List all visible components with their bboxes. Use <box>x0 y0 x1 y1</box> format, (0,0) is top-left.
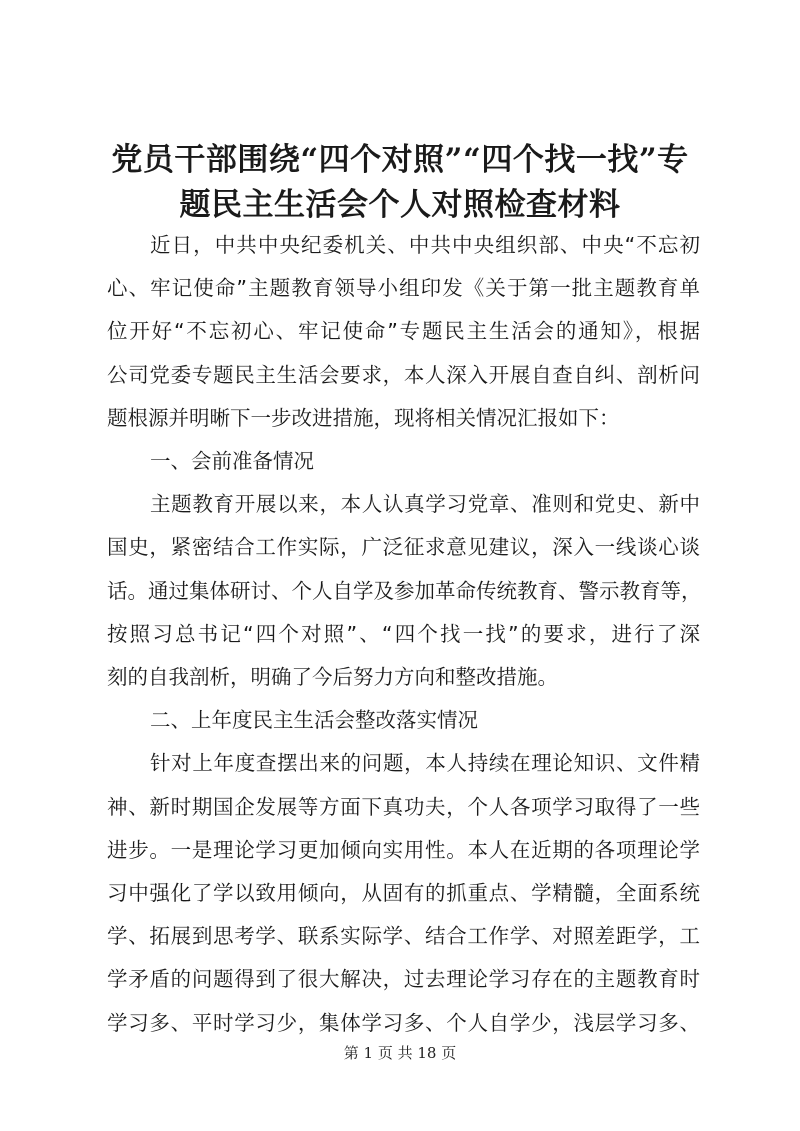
document-title-line-2: 题民主生活会个人对照检查材料 <box>179 187 621 223</box>
document-title-line-1: 党员干部围绕“四个对照”“四个找一找”专 <box>111 142 689 178</box>
paragraph-line: 按照习总书记“四个对照”、“四个找一找”的要求，进行了深 <box>107 621 700 646</box>
paragraph-line: 神、新时期国企发展等方面下真功夫，个人各项学习取得了一些 <box>107 794 700 819</box>
paragraph-line: 学习多、平时学习少，集体学习多、个人自学少，浅层学习多、 <box>107 1010 700 1035</box>
paragraph-line: 针对上年度查摆出来的问题，本人持续在理论知识、文件精 <box>150 751 700 776</box>
paragraph-line: 进步。一是理论学习更加倾向实用性。本人在近期的各项理论学 <box>107 837 700 862</box>
section-heading: 一、会前准备情况 <box>150 449 314 473</box>
paragraph-line: 题根源并明晰下一步改进措施，现将相关情况汇报如下： <box>107 405 620 430</box>
paragraph-line: 话。通过集体研讨、个人自学及参加革命传统教育、警示教育等， <box>107 578 702 603</box>
paragraph-line: 心、牢记使命”主题教育领导小组印发《关于第一批主题教育单 <box>107 276 700 301</box>
paragraph-line: 公司党委专题民主生活会要求，本人深入开展自查自纠、剖析问 <box>107 362 700 387</box>
page-footer: 第 1 页 共 18 页 <box>343 1044 457 1062</box>
section-heading: 二、上年度民主生活会整改落实情况 <box>150 708 478 733</box>
paragraph-line: 主题教育开展以来，本人认真学习党章、准则和党史、新中 <box>150 492 700 517</box>
paragraph-line: 习中强化了学以致用倾向，从固有的抓重点、学精髓，全面系统 <box>107 881 700 905</box>
paragraph-line: 位开好“不忘初心、牢记使命”专题民主生活会的通知》，根据 <box>107 319 700 344</box>
paragraph-line: 国史，紧密结合工作实际，广泛征求意见建议，深入一线谈心谈 <box>107 535 700 560</box>
paragraph-line: 近日，中共中央纪委机关、中共中央组织部、中央“不忘初 <box>150 233 700 257</box>
paragraph-line: 刻的自我剖析，明确了今后努力方向和整改措施。 <box>107 665 558 689</box>
paragraph-line: 学、拓展到思考学、联系实际学、结合工作学、对照差距学，工 <box>107 924 700 949</box>
paragraph-line: 学矛盾的问题得到了很大解决，过去理论学习存在的主题教育时 <box>107 967 700 992</box>
